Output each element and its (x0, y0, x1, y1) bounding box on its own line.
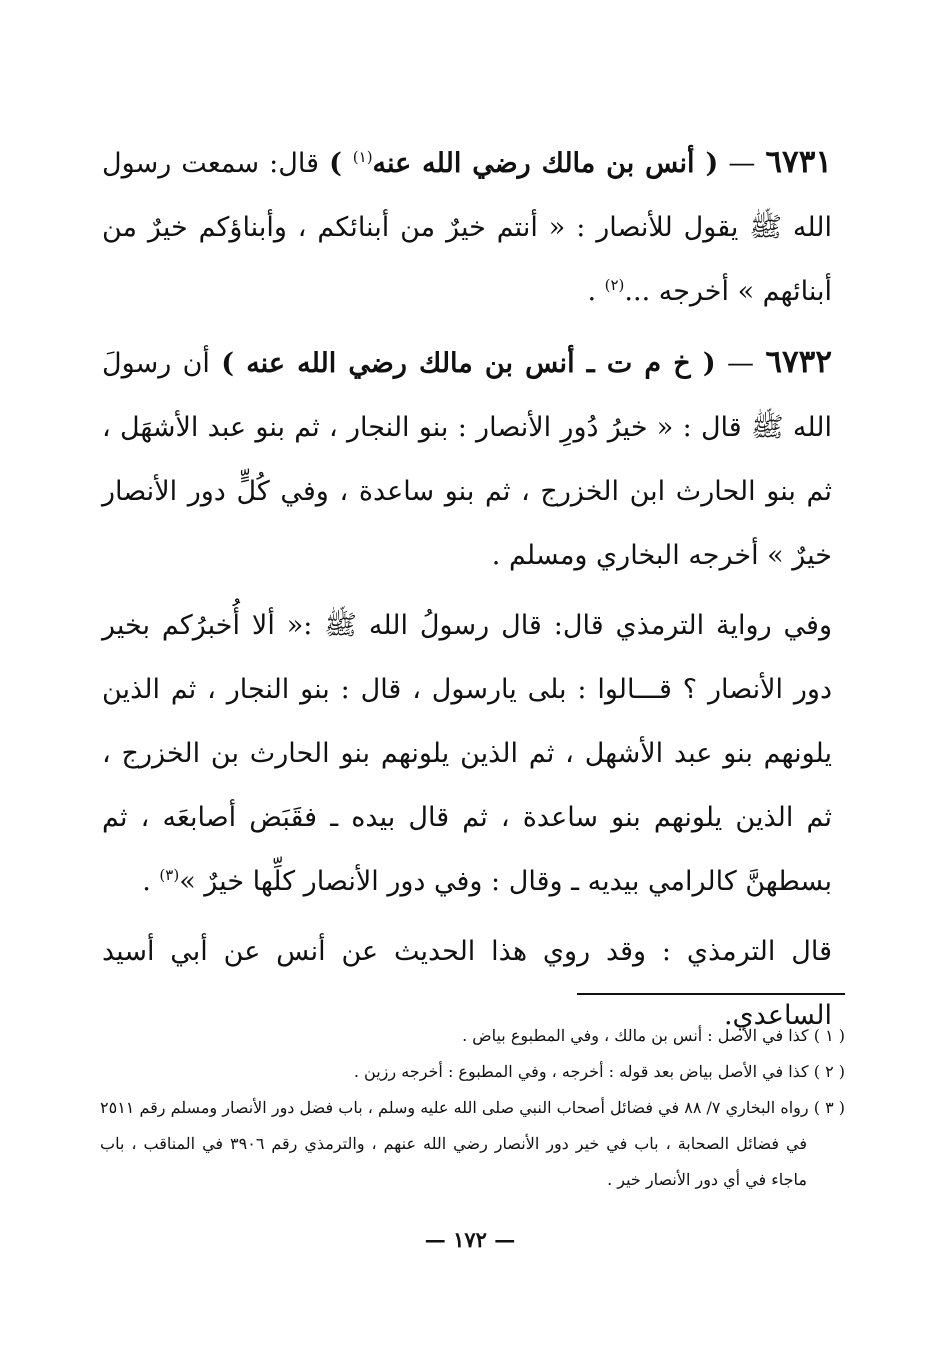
number-dash: — (718, 148, 766, 179)
footnote-3: ( ٣ ) رواه البخاري ٧/ ٨٨ في فضائل أصحاب النبي صلى الله عليه وسلم ، باب فضل دور الأنصار ومسلم رقم ٢٥١١ في فضائل الصحابة ، باب في خير دور الأنصار رضي الله عنهم ، والترمذي رقم ٣٩٠٦ في المناقب ، باب ماجاء في أي دور الأنصار خير . (100, 1098, 846, 1189)
narration-end: . (142, 866, 160, 897)
page-number: — ١٧٢ — (424, 1227, 516, 1252)
hadith-6731 (102, 130, 832, 324)
hadith-end: . (587, 276, 605, 307)
hadith-text: قال: سمعت رسول الله ﷺ يقول للأنصار : « أنتم خيرٌ من أبنائكم ، وأبناؤكم خيرٌ من أبنائهم » أخرجه ... (102, 148, 832, 307)
number-dash: — (715, 348, 766, 379)
footnote-ref: (٣) (159, 866, 180, 884)
footnote-separator (577, 993, 845, 995)
tirmidhi-comment: قال الترمذي : وقد روي هذا الحديث عن أنس عن أبي أسيد الساعدي. (102, 936, 832, 1031)
hadith-text: أن رسولَ الله ﷺ قال : « خيرُ دُورِ الأنصار : بنو النجار ، ثم بنو عبد الأشهَل ، ثم بنو الحارث ابن الخزرج ، ثم بنو ساعدة ، وفي كُلٍّ دور الأنصار خيرٌ » أخرجه البخاري ومسلم . (102, 348, 832, 571)
footnote-ref: (٢) (604, 276, 625, 294)
footnote-1: ( ١ ) كذا في الأصل : أنس بن مالك ، وفي المطبوع بياض . (462, 1026, 845, 1045)
footnotes (100, 1018, 845, 1198)
hadith-number: ٦٧٣٢ (765, 344, 832, 380)
hadith-narrator: ( أنس بن مالك رضي الله عنه (372, 148, 719, 179)
hadith-6732 (102, 330, 832, 588)
main-text (102, 130, 832, 1048)
hadith-narrator: ( خ م ت ـ أنس بن مالك رضي الله عنه ) (221, 348, 716, 379)
narrator-close: ) (329, 148, 353, 179)
hadith-number: ٦٧٣١ (765, 144, 833, 180)
narration-text: وفي رواية الترمذي قال: قال رسولُ الله ﷺ :« ألا أُخبرُكم بخير دور الأنصار ؟ قـــالوا : بلى يارسول ، قال : بنو النجار ، ثم الذين يلونهم بنو عبد الأشهل ، ثم الذين يلونهم بنو الحارث بن الخزرج ، ثم الذين يلونهم بنو ساعدة ، ثم قال بيده ـ فقَبَض أصابعَه ، ثم بسطهنَّ كالرامي بيديه ـ وقال : وفي دور الأنصار كلِّها خيرٌ » (102, 610, 832, 897)
tirmidhi-narration (102, 594, 832, 914)
footnote-2: ( ٢ ) كذا في الأصل بياض بعد قوله : أخرجه ، وفي المطبوع : أخرجه رزين . (353, 1062, 845, 1081)
footnote-ref: (١) (352, 148, 373, 166)
